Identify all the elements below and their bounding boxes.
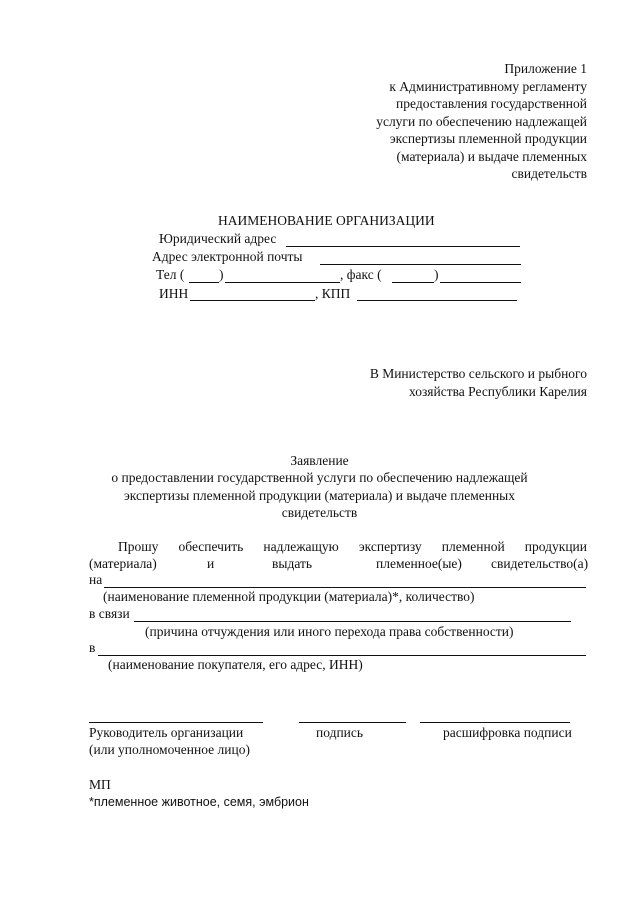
request-word-breeding: племенное(ые)	[376, 556, 462, 571]
appendix-line-2: к Административному регламенту	[389, 79, 587, 94]
reason-line	[134, 621, 571, 622]
to-line	[98, 655, 586, 656]
tel-prefix: Тел (	[156, 267, 185, 282]
email-label: Адрес электронной почты	[152, 249, 303, 264]
appendix-line-3: предоставления государственной	[396, 96, 587, 111]
decoding-line	[420, 722, 570, 723]
kpp-label: , КПП	[315, 286, 351, 301]
fax-number-line	[440, 282, 521, 283]
fax-close: )	[434, 267, 439, 282]
appendix-line-1: Приложение 1	[504, 61, 587, 76]
request-word-and: и	[207, 556, 215, 571]
signature-label: подпись	[316, 725, 364, 740]
to-label: в	[89, 640, 96, 655]
head-label-2: (или уполномоченное лицо)	[89, 742, 250, 757]
na-line	[104, 587, 586, 588]
appendix-line-6: (материала) и выдаче племенных	[396, 149, 587, 164]
footnote: *племенное животное, семя, эмбрион	[89, 795, 309, 809]
statement-line-3: свидетельств	[281, 505, 358, 520]
legal-address-line	[286, 246, 520, 247]
request-word-certificate: свидетельство(а)	[491, 556, 589, 571]
kpp-line	[357, 300, 517, 301]
reason-hint: (причина отчуждения или иного перехода права собственности)	[145, 624, 514, 639]
na-label: на	[89, 572, 103, 587]
na-hint: (наименование племенной продукции (материала)*, количество)	[103, 589, 475, 604]
head-label-1: Руководитель организации	[89, 725, 244, 740]
fax-label: , факс (	[340, 267, 382, 282]
statement-line-1: о предоставлении государственной услуги по обеспечению надлежащей	[111, 470, 528, 485]
statement-title: Заявление	[290, 453, 349, 468]
request-word-material: (материала)	[89, 556, 157, 571]
inn-label: ИНН	[159, 286, 189, 301]
reason-label: в связи	[89, 606, 130, 621]
signature-line	[299, 722, 406, 723]
statement-line-2: экспертизы племенной продукции (материала) и выдаче племенных	[124, 488, 515, 503]
tel-close: )	[219, 267, 224, 282]
to-hint: (наименование покупателя, его адрес, ИНН)	[108, 657, 363, 672]
tel-code-line	[189, 282, 219, 283]
legal-address-label: Юридический адрес	[159, 231, 277, 246]
stamp-label: МП	[89, 777, 111, 792]
addressee-line-1: В Министерство сельского и рыбного	[369, 366, 587, 381]
decoding-label: расшифровка подписи	[443, 725, 572, 740]
organization-title: НАИМЕНОВАНИЕ ОРГАНИЗАЦИИ	[218, 213, 435, 228]
addressee-line-2: хозяйства Республики Карелия	[408, 384, 587, 399]
appendix-line-5: экспертизы племенной продукции	[389, 131, 587, 146]
appendix-line-4: услуги по обеспечению надлежащей	[376, 114, 587, 129]
request-line-1: Прошу обеспечить надлежащую экспертизу племенной продукции	[118, 539, 587, 554]
fax-code-line	[392, 282, 434, 283]
request-word-issue: выдать	[272, 556, 313, 571]
tel-number-line	[225, 282, 340, 283]
appendix-line-7: свидетельств	[511, 166, 587, 181]
email-line	[320, 264, 521, 265]
inn-line	[190, 300, 315, 301]
head-signature-line	[89, 722, 263, 723]
